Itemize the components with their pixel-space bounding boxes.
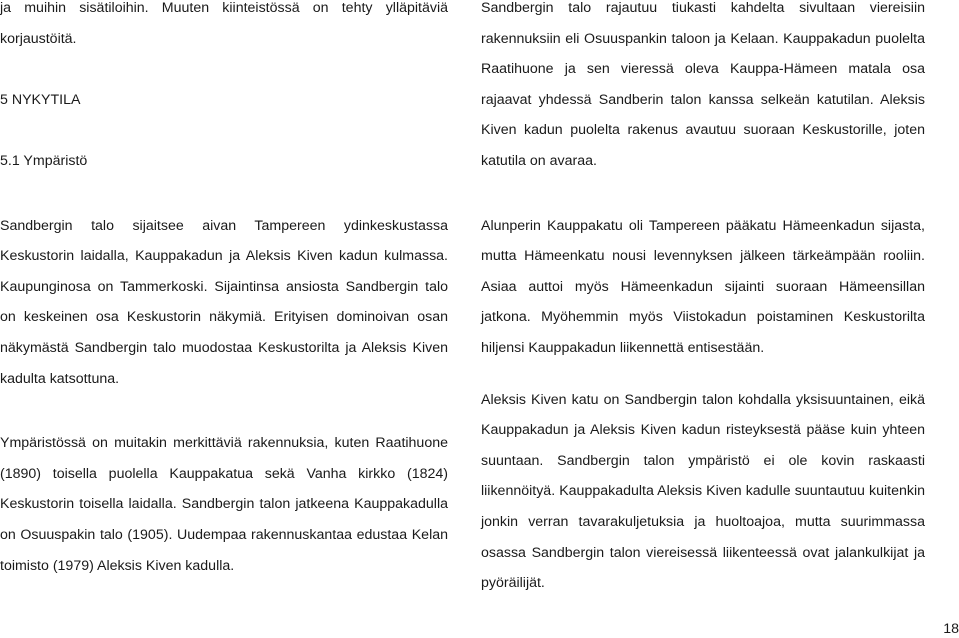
section-heading: 5 NYKYTILA	[0, 91, 81, 108]
page-number: 18	[943, 621, 959, 637]
left-paragraph-1: Sandbergin talo sijaitsee aivan Tampereen ydinkeskustassa Keskustorin laidalla, Kauppakadun ja Aleksis Kiven kadun kulmassa. Kaupunginosa on Tammerkoski. Sijaintinsa ansiosta Sandbergin talo on keskeinen osa Keskustorin näkymiä. Erityisen dominoivan osan näkymästä Sandbergin talo muodostaa Keskustorilta ja Aleksis Kiven kadulta katsottuna.	[0, 217, 448, 387]
right-paragraph-2: Alunperin Kauppakatu oli Tampereen pääkatu Hämeenkadun sijasta, mutta Hämeenkatu nousi levennyksen jälkeen tärkeämpään rooliin. Asiaa auttoi myös Hämeenkadun sijainti suoraan Hämeensillan jatkona. Myöhemmin myös Viistokadun poistaminen Keskustorilta hiljensi Kauppakadun liikennettä entisestään.	[481, 217, 925, 356]
right-paragraph-1: Sandbergin talo rajautuu tiukasti kahdelta sivultaan viereisiin rakennuksiin eli Osuuspankin taloon ja Kelaan. Kauppakadun puolelta Raatihuone ja sen vieressä oleva Kauppa-Hämeen matala osa rajaavat yhdessä Sandberin talon kanssa selkeän katutilan. Aleksis Kiven kadun puolelta rakenus avautuu suoraan Keskustorille, joten katutila on avaraa.	[481, 0, 925, 169]
intro-line-2: korjaustöitä.	[0, 30, 77, 47]
left-column	[0, 0, 448, 581]
subsection-heading: 5.1 Ympäristö	[0, 152, 88, 169]
left-paragraph-2: Ympäristössä on muitakin merkittäviä rakennuksia, kuten Raatihuone (1890) toisella puolella Kauppakatua sekä Vanha kirkko (1824) Keskustorin toisella laidalla. Sandbergin talon jatkeena Kauppakadulla on Osuuspakin talo (1905). Uudempaa rakennuskantaa edustaa Kelan toimisto (1979) Aleksis Kiven kadulla.	[0, 435, 448, 574]
intro-line-1: ja muihin sisätiloihin. Muuten kiinteistössä on tehty ylläpitäviä	[0, 0, 448, 16]
right-paragraph-3: Aleksis Kiven katu on Sandbergin talon kohdalla yksisuuntainen, eikä Kauppakadun ja Aleksis Kiven kadun risteyksestä pääse kuin yhteen suuntaan. Sandbergin talon ympäristö ei ole kovin raskaasti liikennöityä. Kauppakadulta Aleksis Kiven kadulle suuntautuu kuitenkin jonkin verran tavarakuljetuksia ja huoltoajoa, mutta suurimmassa osassa Sandbergin talon viereisessä liikenteessä ovat jalankulkijat ja pyöräilijät.	[481, 391, 925, 592]
right-column	[481, 0, 925, 599]
